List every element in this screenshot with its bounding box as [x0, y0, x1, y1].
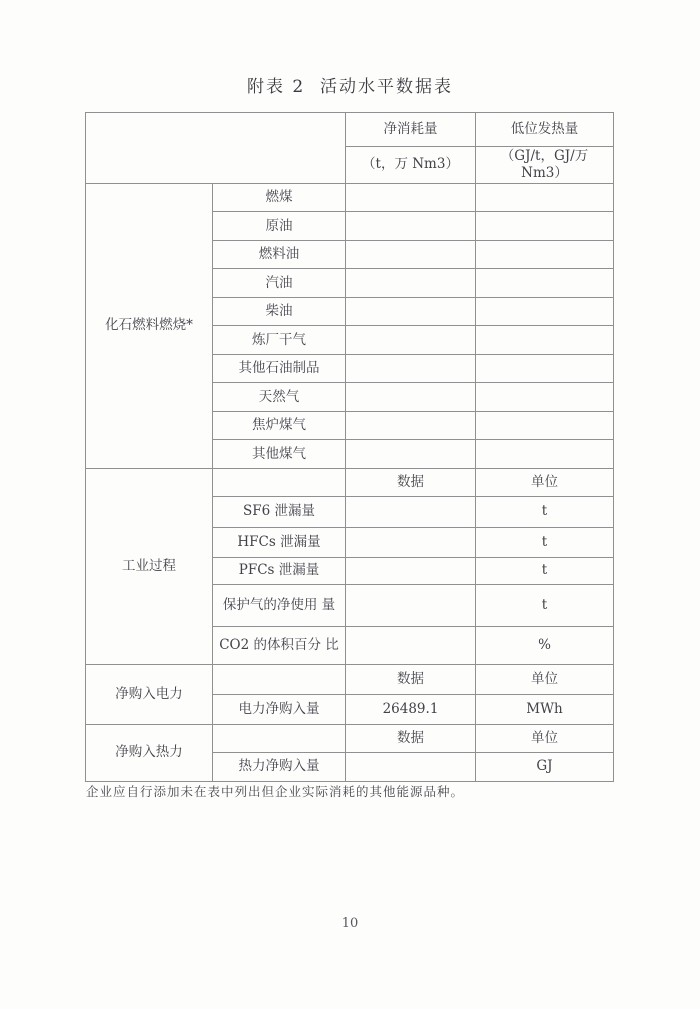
page-number: 10 [341, 916, 359, 931]
value-cell [346, 584, 476, 626]
subheader-unit: 单位 [476, 468, 614, 496]
section-label-heat: 净购入热力 [86, 724, 213, 781]
section-label-fossil: 化石燃料燃烧* [86, 183, 213, 468]
value-cell [346, 212, 476, 241]
unit-cell: t [476, 496, 614, 527]
value-cell [476, 269, 614, 298]
header-net-consumption-unit: （t，万 Nm3） [346, 147, 476, 184]
value-cell [476, 240, 614, 269]
subheader-data: 数据 [346, 664, 476, 694]
page-title: 附表 2 活动水平数据表 [246, 77, 454, 97]
item-name-cell: PFCs 泄漏量 [213, 557, 346, 584]
item-name-cell: SF6 泄漏量 [213, 496, 346, 527]
fuel-name-cell: 柴油 [213, 297, 346, 326]
table-row [86, 664, 614, 694]
header-net-consumption: 净消耗量 [346, 113, 476, 147]
value-cell [346, 326, 476, 355]
value-cell [476, 440, 614, 469]
subheader-unit: 单位 [476, 664, 614, 694]
value-cell [476, 297, 614, 326]
value-cell: 26489.1 [346, 694, 476, 724]
empty-cell [213, 468, 346, 496]
value-cell [346, 440, 476, 469]
value-cell [476, 383, 614, 412]
value-cell [346, 626, 476, 664]
fuel-name-cell: 汽油 [213, 269, 346, 298]
fuel-name-cell: 焦炉煤气 [213, 411, 346, 440]
activity-data-table [85, 112, 614, 782]
fuel-name-cell: 炼厂干气 [213, 326, 346, 355]
fuel-name-cell: 天然气 [213, 383, 346, 412]
header-heating-value-unit: （GJ/t，GJ/万 Nm3） [476, 147, 614, 184]
section-label-electricity: 净购入电力 [86, 664, 213, 724]
subheader-data: 数据 [346, 468, 476, 496]
unit-cell: t [476, 527, 614, 557]
unit-cell: GJ [476, 752, 614, 781]
value-cell [346, 496, 476, 527]
fuel-name-cell: 燃煤 [213, 183, 346, 212]
value-cell [346, 411, 476, 440]
subheader-unit: 单位 [476, 724, 614, 752]
table-row [86, 724, 614, 752]
item-name-cell: HFCs 泄漏量 [213, 527, 346, 557]
empty-cell [213, 724, 346, 752]
fuel-name-cell: 燃料油 [213, 240, 346, 269]
item-name-cell: 保护气的净使用 量 [213, 584, 346, 626]
fuel-name-cell: 其他煤气 [213, 440, 346, 469]
unit-cell: MWh [476, 694, 614, 724]
value-cell [346, 557, 476, 584]
subheader-data: 数据 [346, 724, 476, 752]
unit-cell: t [476, 584, 614, 626]
table-footnote: 企业应自行添加未在表中列出但企业实际消耗的其他能源品种。 [86, 784, 465, 799]
value-cell [346, 269, 476, 298]
value-cell [476, 411, 614, 440]
value-cell [346, 240, 476, 269]
value-cell [346, 752, 476, 781]
value-cell [476, 183, 614, 212]
header-empty-cell [86, 113, 346, 184]
value-cell [346, 297, 476, 326]
fuel-name-cell: 其他石油制品 [213, 354, 346, 383]
value-cell [346, 527, 476, 557]
value-cell [476, 354, 614, 383]
table-row [86, 183, 614, 212]
value-cell [476, 326, 614, 355]
table-row [86, 468, 614, 496]
fuel-name-cell: 原油 [213, 212, 346, 241]
value-cell [346, 354, 476, 383]
empty-cell [213, 664, 346, 694]
unit-cell: t [476, 557, 614, 584]
value-cell [346, 383, 476, 412]
value-cell [476, 212, 614, 241]
section-label-industrial: 工业过程 [86, 468, 213, 664]
unit-cell: % [476, 626, 614, 664]
table-header-row-1 [86, 113, 614, 147]
item-name-cell: 电力净购入量 [213, 694, 346, 724]
header-heating-value: 低位发热量 [476, 113, 614, 147]
value-cell [346, 183, 476, 212]
item-name-cell: CO2 的体积百分 比 [213, 626, 346, 664]
item-name-cell: 热力净购入量 [213, 752, 346, 781]
